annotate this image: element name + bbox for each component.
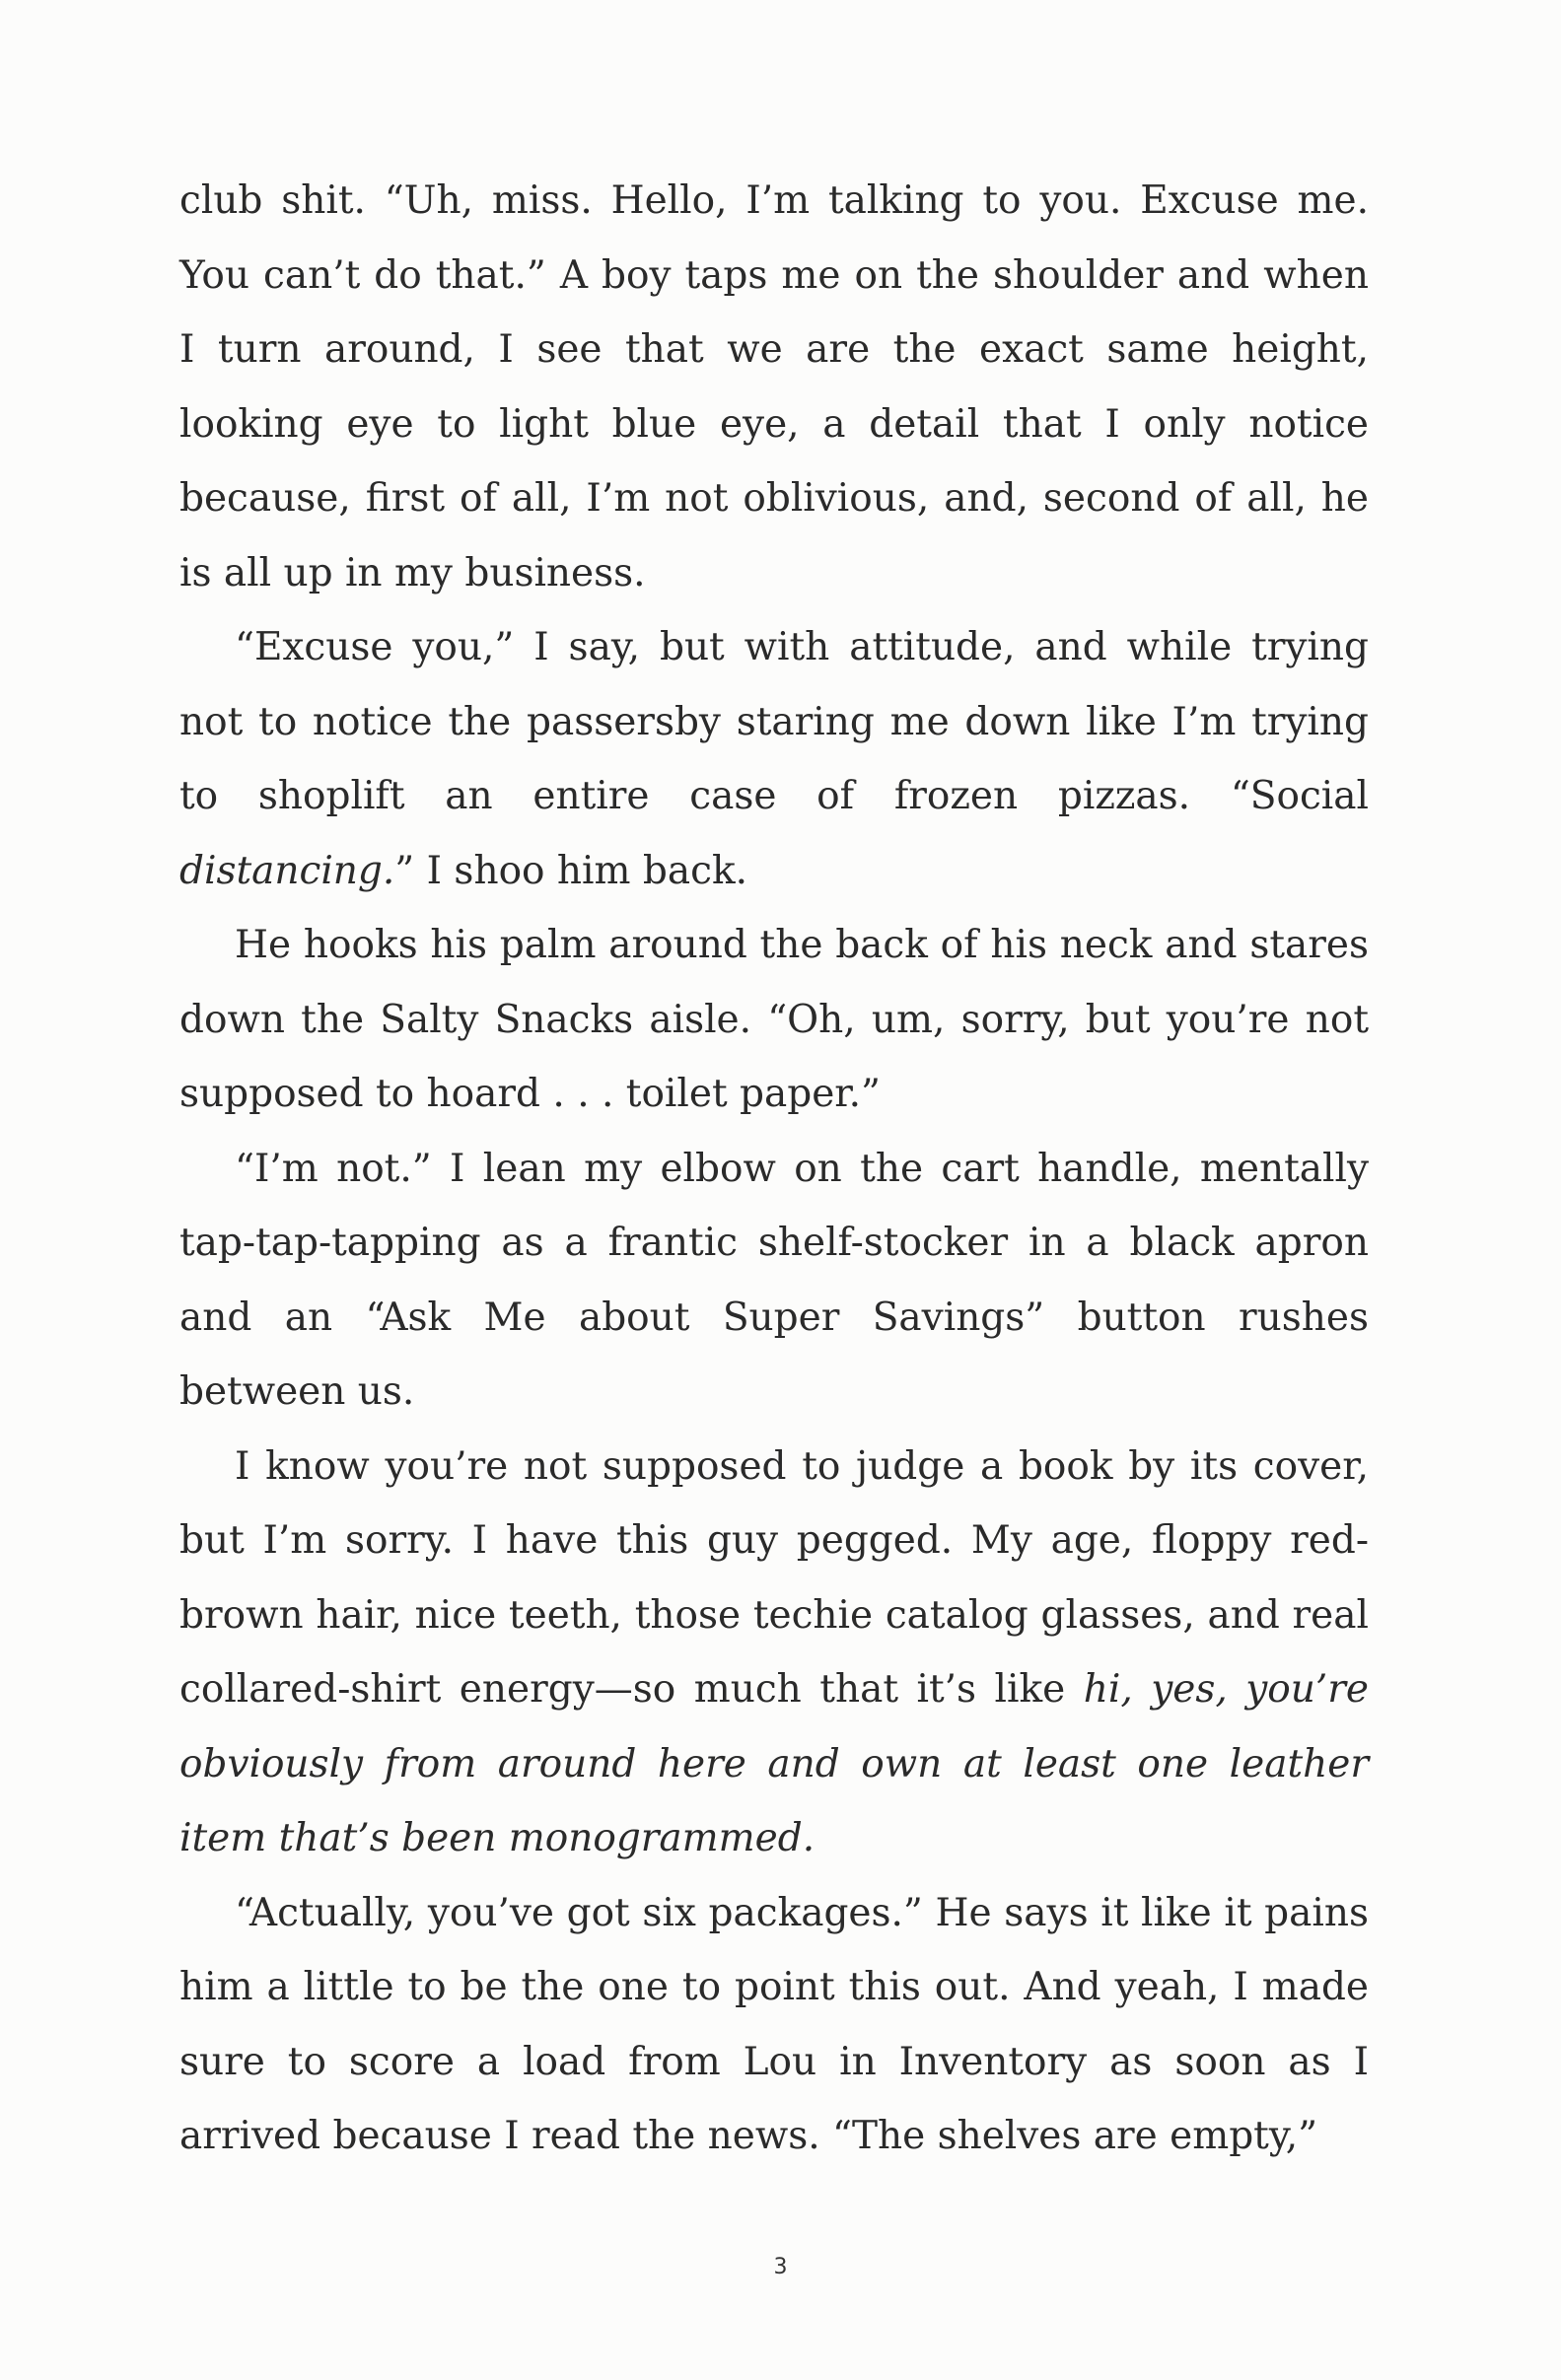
paragraph-2: “Excuse you,” I say, but with attitude, and while trying not to notice the passersby staring me down like I’m trying to shoplift an entire case of frozen pizzas. “Social distancing.” I shoo him back.	[179, 625, 1369, 893]
body-text	[179, 164, 1369, 2174]
paragraph-1: club shit. “Uh, miss. Hello, I’m talking to you. Excuse me. You can’t do that.” A boy taps me on the shoulder and when I turn around, I see that we are the exact same height, looking eye to light blue eye, a detail that I only notice because, first of all, I’m not oblivious, and, second of all, he is all up in my business.	[179, 178, 1369, 595]
paragraph-3: He hooks his palm around the back of his neck and stares down the Salty Snacks aisle. “Oh, um, sorry, but you’re not supposed to hoard . . . toilet paper.”	[179, 923, 1369, 1116]
page-number: 3	[773, 2255, 788, 2279]
paragraph-4: “I’m not.” I lean my elbow on the cart handle, mentally tap-tap-tapping as a frantic shelf-stocker in a black apron and an “Ask Me about Super Savings” button rushes between us.	[179, 1146, 1369, 1414]
paragraph-5: I know you’re not supposed to judge a book by its cover, but I’m sorry. I have this guy pegged. My age, floppy red-brown hair, nice teeth, those techie catalog glasses, and real collared-shirt energy—so much that it’s like hi, yes, you’re obviously from around here and own at least one leather item that’s been monogrammed.	[179, 1443, 1370, 1860]
paragraph-6: “Actually, you’ve got six packages.” He says it like it pains him a little to be the one to point this out. And yeah, I made sure to score a load from Lou in Inventory as soon as I arrived because I read the news. “The shelves are empty,”	[179, 1890, 1369, 2158]
